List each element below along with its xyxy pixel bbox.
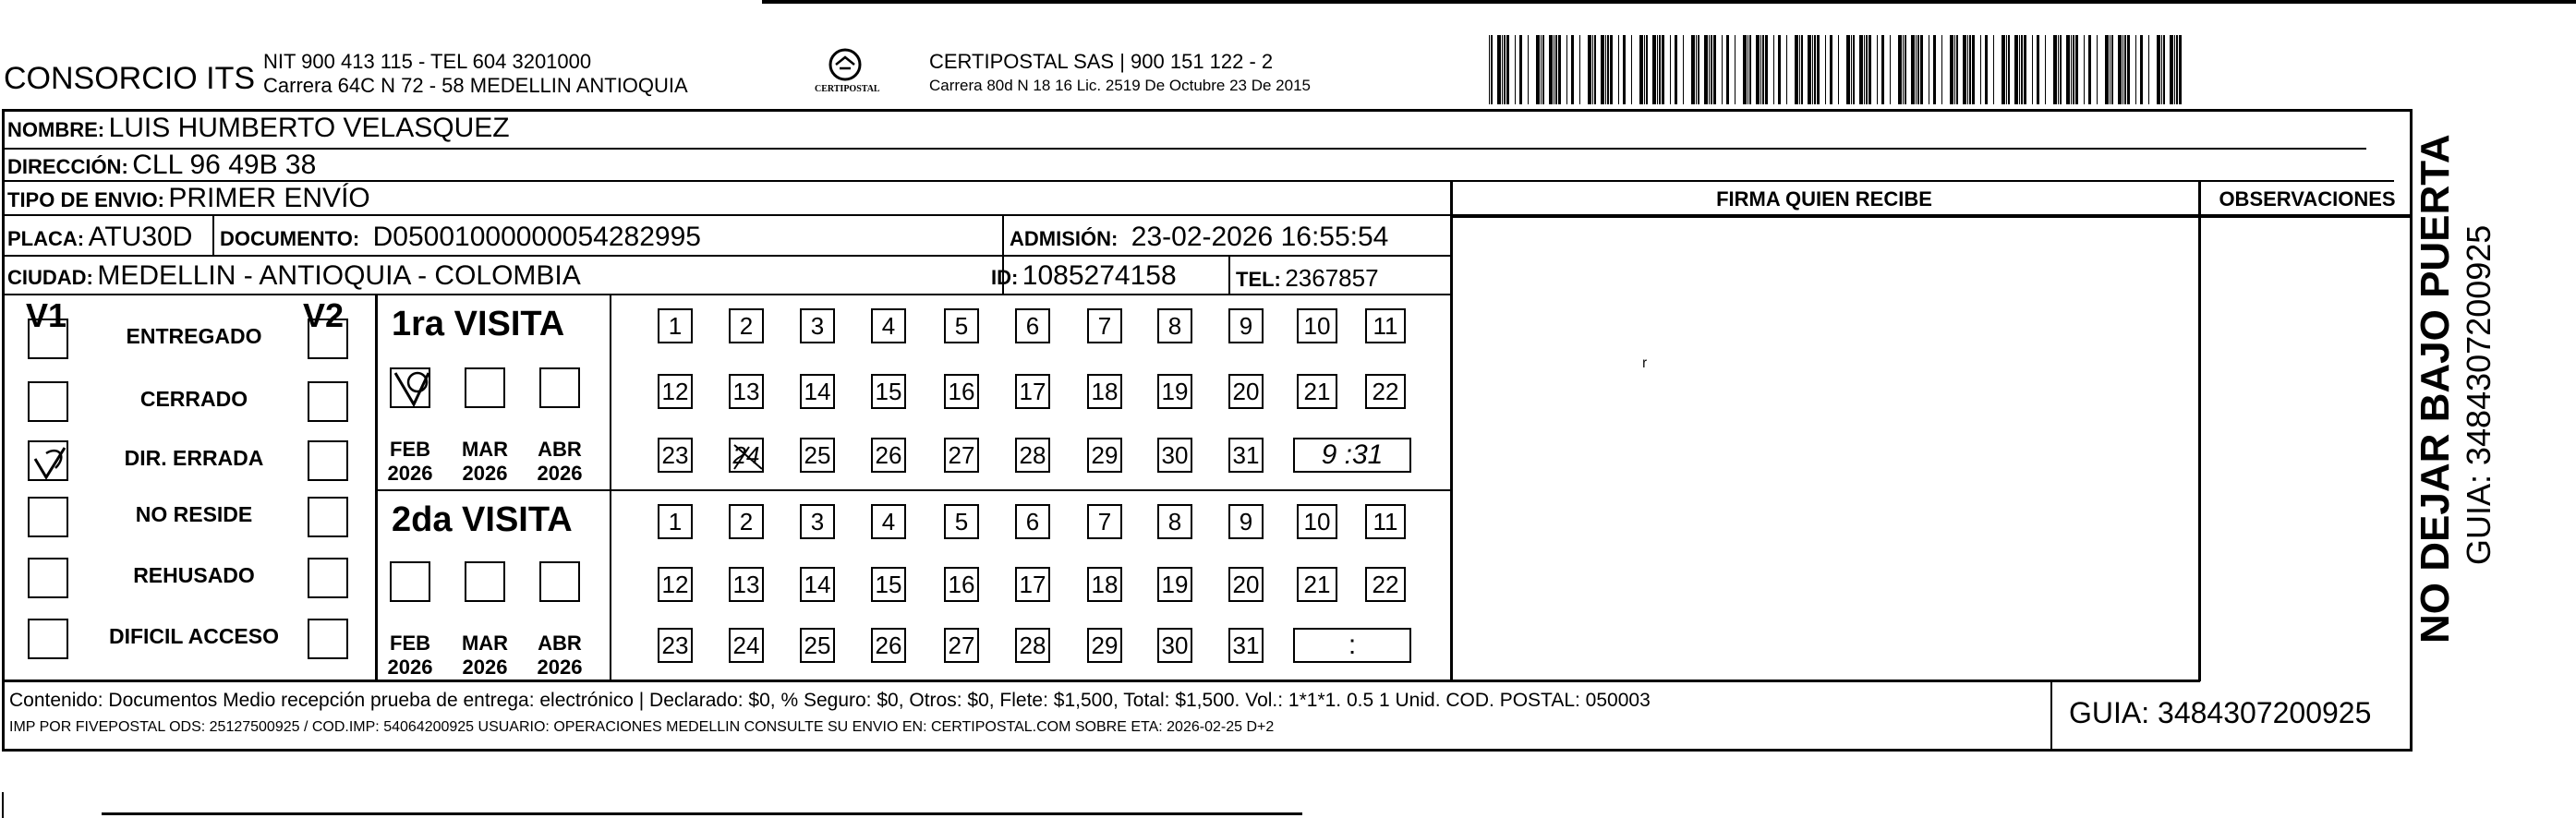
- barcode-bar: [1743, 35, 1747, 104]
- divider: [375, 294, 378, 681]
- barcode-bar: [1911, 35, 1915, 104]
- side-warning: NO DEJAR BAJO PUERTA: [2413, 134, 2458, 644]
- year-label: 2026: [537, 656, 583, 679]
- barcode-bar: [1502, 35, 1503, 104]
- time-box[interactable]: 9 :31: [1293, 438, 1411, 473]
- divider: [610, 294, 611, 681]
- barcode-bar: [2014, 35, 2018, 104]
- day-box[interactable]: 2: [729, 308, 764, 343]
- barcode-bar: [1491, 35, 1493, 104]
- day-box[interactable]: 3: [800, 504, 835, 539]
- barcode-bar: [2170, 35, 2173, 104]
- barcode-bar: [1749, 35, 1751, 104]
- barcode-bar: [1558, 35, 1561, 104]
- day-box[interactable]: 14: [800, 374, 835, 409]
- barcode-bar: [2066, 35, 2070, 104]
- barcode-bar: [2019, 35, 2020, 104]
- day-box[interactable]: 17: [1015, 374, 1050, 409]
- barcode-bar: [2157, 35, 2160, 104]
- tel-label: TEL:: [1236, 268, 1281, 291]
- barcode-bar: [2140, 35, 2143, 104]
- barcode-bar: [1950, 35, 1953, 104]
- barcode-bar: [1954, 35, 1955, 104]
- barcode-bar: [2176, 35, 2178, 104]
- day-box[interactable]: 18: [1087, 374, 1122, 409]
- month-label: MAR: [461, 438, 509, 461]
- barcode-bar: [1644, 35, 1645, 104]
- barcode-bar: [2021, 35, 2023, 104]
- month-label: ABR: [538, 632, 582, 655]
- v2-checkbox[interactable]: [308, 440, 348, 481]
- day-box[interactable]: 24: [729, 438, 764, 473]
- day-box[interactable]: 10: [1297, 504, 1337, 539]
- v1-checkbox[interactable]: [28, 497, 68, 537]
- barcode-bar: [1795, 35, 1798, 104]
- barcode-bar: [2161, 35, 2162, 104]
- day-box[interactable]: 27: [944, 438, 979, 473]
- id-label: ID:: [991, 266, 1019, 289]
- day-box[interactable]: 9: [1228, 308, 1264, 343]
- barcode-bar: [1967, 35, 1968, 104]
- barcode-bar: [1711, 35, 1712, 104]
- day-box[interactable]: 29: [1087, 628, 1122, 663]
- month-checkbox[interactable]: [390, 367, 430, 408]
- side-guia: GUIA: 3484307200925: [2460, 224, 2497, 565]
- month-label: FEB: [390, 438, 430, 461]
- tipo-label: TIPO DE ENVIO:: [7, 188, 164, 211]
- v1-checkbox[interactable]: [28, 558, 68, 598]
- barcode-bar: [1808, 35, 1811, 104]
- footer-line-2: IMP POR FIVEPOSTAL ODS: 25127500925 / COD.IMP: 54064200925 USUARIO: OPERACIONES MEDELLIN CONSULTE SU ENVIO EN: CERTIPOSTAL.COM SOBRE ETA: 2026-02-25 D+2: [9, 719, 1275, 735]
- day-box[interactable]: 26: [871, 438, 906, 473]
- documento-field: [220, 223, 701, 251]
- nombre-row: [7, 114, 510, 142]
- barcode-bar: [1594, 35, 1596, 104]
- second-visit-title: 2da VISITA: [392, 500, 573, 539]
- barcode-bar: [2008, 35, 2010, 104]
- logo-text: CERTIPOSTAL: [815, 84, 880, 94]
- barcode-bar: [1489, 35, 1490, 104]
- barcode-bar: [2024, 35, 2026, 104]
- barcode-bar: [2179, 35, 2182, 104]
- v1-header: V1: [26, 296, 67, 334]
- day-box[interactable]: 3: [800, 308, 835, 343]
- barcode-bar: [1786, 35, 1787, 104]
- admision-label: ADMISIÓN:: [1010, 227, 1119, 250]
- divider: [2, 180, 2394, 182]
- v1-checkbox[interactable]: [28, 319, 68, 359]
- barcode-bar: [1670, 35, 1671, 104]
- barcode-bar: [1993, 35, 1994, 104]
- barcode-bar: [1920, 35, 1923, 104]
- day-box[interactable]: 8: [1157, 504, 1192, 539]
- day-box[interactable]: 14: [800, 567, 835, 602]
- barcode-bar: [2163, 35, 2165, 104]
- month-label: MAR: [461, 632, 509, 655]
- barcode-bar: [1825, 35, 1826, 104]
- barcode-bar: [1623, 35, 1626, 104]
- divider: [2, 294, 1452, 295]
- day-box[interactable]: 23: [658, 628, 693, 663]
- barcode-bar: [1683, 35, 1684, 104]
- barcode-bar: [1756, 35, 1760, 104]
- tel-value: 2367857: [1285, 264, 1379, 292]
- month-checkbox[interactable]: [539, 561, 580, 602]
- month-label: FEB: [390, 632, 430, 655]
- barcode-bar: [1588, 35, 1591, 104]
- day-box[interactable]: 4: [871, 308, 906, 343]
- barcode-bar: [2105, 35, 2109, 104]
- day-box[interactable]: 18: [1087, 567, 1122, 602]
- day-box[interactable]: 28: [1015, 628, 1050, 663]
- day-box[interactable]: 19: [1157, 567, 1192, 602]
- status-option-label: DIFICIL ACCESO: [108, 624, 279, 648]
- barcode-bar: [2045, 35, 2046, 104]
- carrier-line-2: Carrera 80d N 18 16 Lic. 2519 De Octubre 23 De 2015: [929, 77, 1311, 94]
- id-field: [991, 262, 1177, 290]
- ciudad-value: MEDELLIN - ANTIOQUIA - COLOMBIA: [97, 260, 581, 291]
- day-box[interactable]: 25: [800, 438, 835, 473]
- barcode-bar: [1528, 35, 1529, 104]
- divider: [2, 148, 2366, 150]
- tel-field: [1236, 266, 1379, 290]
- day-box[interactable]: 31: [1228, 438, 1264, 473]
- barcode-bar: [1601, 35, 1604, 104]
- barcode-bar: [1652, 35, 1656, 104]
- carrier-line-1: CERTIPOSTAL SAS | 900 151 122 - 2: [929, 50, 1274, 73]
- status-option-label: REHUSADO: [133, 563, 255, 587]
- day-box[interactable]: 21: [1297, 374, 1337, 409]
- barcode-bar: [1846, 35, 1850, 104]
- barcode-bar: [1542, 35, 1544, 104]
- barcode-bar: [1801, 35, 1803, 104]
- barcode-bar: [2127, 35, 2130, 104]
- day-box[interactable]: 25: [800, 628, 835, 663]
- barcode-bar: [1605, 35, 1606, 104]
- barcode-bar: [1869, 35, 1871, 104]
- scan-mark: [2, 792, 4, 818]
- v2-checkbox[interactable]: [308, 619, 348, 659]
- year-label: 2026: [537, 462, 583, 485]
- barcode-bar: [1566, 35, 1567, 104]
- barcode-bar: [1607, 35, 1609, 104]
- day-box[interactable]: 2: [729, 504, 764, 539]
- barcode-bar: [1890, 35, 1891, 104]
- admision-field: [1010, 223, 1388, 251]
- barcode-bar: [2097, 35, 2098, 104]
- v2-checkbox[interactable]: [308, 497, 348, 537]
- barcode-bar: [2174, 35, 2175, 104]
- footer-guia: GUIA: 3484307200925: [2069, 696, 2372, 729]
- certipostal-logo: [813, 44, 880, 102]
- divider: [1450, 216, 2413, 218]
- barcode-bar: [1985, 35, 1988, 104]
- barcode-bar: [1969, 35, 1971, 104]
- barcode-bar: [1722, 35, 1723, 104]
- check-mark-icon: [731, 439, 766, 475]
- barcode-bar: [1536, 35, 1540, 104]
- barcode-bar: [1773, 35, 1774, 104]
- barcode-bar: [1713, 35, 1716, 104]
- day-box[interactable]: 15: [871, 374, 906, 409]
- status-option-label: DIR. ERRADA: [124, 446, 264, 470]
- day-box[interactable]: 11: [1365, 308, 1406, 343]
- barcode-bar: [2135, 35, 2136, 104]
- v1-checkbox[interactable]: [28, 381, 68, 422]
- time-box[interactable]: :: [1293, 628, 1411, 663]
- day-box[interactable]: 23: [658, 438, 693, 473]
- barcode-bar: [1497, 35, 1501, 104]
- day-box[interactable]: 13: [729, 567, 764, 602]
- barcode-bar: [1765, 35, 1768, 104]
- barcode-bar: [2073, 35, 2074, 104]
- barcode-bar: [1933, 35, 1936, 104]
- status-option-label: NO RESIDE: [135, 502, 253, 526]
- barcode-bar: [1657, 35, 1658, 104]
- barcode-bar: [1817, 35, 1820, 104]
- day-box[interactable]: 13: [729, 374, 764, 409]
- year-label: 2026: [462, 656, 508, 679]
- v2-checkbox[interactable]: [308, 381, 348, 422]
- barcode-bar: [1760, 35, 1761, 104]
- barcode-bar: [1972, 35, 1975, 104]
- day-box[interactable]: 7: [1087, 504, 1122, 539]
- barcode-bar: [1592, 35, 1593, 104]
- day-box[interactable]: 20: [1228, 567, 1264, 602]
- day-box[interactable]: 22: [1365, 567, 1406, 602]
- barcode-bar: [1866, 35, 1868, 104]
- signature-mark: ʳ: [1642, 354, 1648, 377]
- v1-checkbox[interactable]: [28, 440, 68, 481]
- barcode-bar: [1506, 35, 1509, 104]
- month-checkbox[interactable]: [539, 367, 580, 408]
- day-box[interactable]: 12: [658, 374, 693, 409]
- v2-checkbox[interactable]: [308, 558, 348, 598]
- day-box[interactable]: 27: [944, 628, 979, 663]
- status-option-label: ENTREGADO: [126, 324, 262, 348]
- divider: [2050, 680, 2052, 750]
- barcode-bar: [1830, 35, 1832, 104]
- barcode-bar: [1549, 35, 1553, 104]
- barcode-bar: [1853, 35, 1855, 104]
- v2-header: V2: [303, 296, 345, 334]
- month-label: ABR: [538, 438, 582, 461]
- day-box[interactable]: 4: [871, 504, 906, 539]
- documento-value: D05001000000054282995: [372, 222, 701, 252]
- barcode-bar: [2084, 35, 2085, 104]
- day-box[interactable]: 9: [1228, 504, 1264, 539]
- admision-value: 23-02-2026 16:55:54: [1131, 222, 1389, 252]
- v2-checkbox[interactable]: [308, 319, 348, 359]
- barcode-bar: [1812, 35, 1813, 104]
- day-box[interactable]: 7: [1087, 308, 1122, 343]
- placa-field: [7, 223, 192, 251]
- barcode-bar: [1851, 35, 1852, 104]
- barcode-bar: [2053, 35, 2057, 104]
- first-visit-title: 1ra VISITA: [392, 305, 565, 343]
- day-box[interactable]: 15: [871, 567, 906, 602]
- ciudad-field: [7, 262, 581, 290]
- barcode-bar: [1881, 35, 1884, 104]
- barcode-bar: [2111, 35, 2113, 104]
- barcode-bar: [1903, 35, 1904, 104]
- company-line-1: NIT 900 413 115 - TEL 604 3201000: [263, 50, 592, 73]
- day-box[interactable]: 6: [1015, 308, 1050, 343]
- day-box[interactable]: 20: [1228, 374, 1264, 409]
- barcode-bar: [1916, 35, 1917, 104]
- status-option-label: CERRADO: [139, 387, 248, 411]
- barcode-bar: [1519, 35, 1522, 104]
- barcode-bar: [2124, 35, 2126, 104]
- barcode-bar: [2071, 35, 2072, 104]
- tipo-row: [7, 185, 370, 212]
- day-box[interactable]: 29: [1087, 438, 1122, 473]
- divider: [1228, 257, 1230, 295]
- divider: [375, 489, 1452, 491]
- scan-edge-top: [762, 0, 2576, 4]
- placa-value: ATU30D: [88, 222, 193, 252]
- barcode-bar: [1980, 35, 1981, 104]
- barcode-bar: [1704, 35, 1708, 104]
- barcode-bar: [1709, 35, 1710, 104]
- direccion-row: [7, 151, 316, 179]
- day-box[interactable]: 30: [1157, 628, 1192, 663]
- v1-checkbox[interactable]: [28, 619, 68, 659]
- day-box[interactable]: 8: [1157, 308, 1192, 343]
- barcode-bar: [1726, 35, 1729, 104]
- barcode-bar: [1675, 35, 1677, 104]
- day-box[interactable]: 5: [944, 504, 979, 539]
- divider: [2, 680, 2200, 682]
- barcode-bar: [1941, 35, 1942, 104]
- barcode-bar: [1571, 35, 1574, 104]
- divider: [212, 216, 214, 257]
- day-box[interactable]: 22: [1365, 374, 1406, 409]
- barcode-bar: [2032, 35, 2033, 104]
- barcode-bar: [1838, 35, 1839, 104]
- barcode-bar: [1963, 35, 1966, 104]
- barcode-bar: [2060, 35, 2062, 104]
- barcode-bar: [1515, 35, 1516, 104]
- check-mark-icon: [30, 442, 70, 483]
- footer-line-1: Contenido: Documentos Medio recepción prueba de entrega: electrónico | Declarado: $0, % Seguro: $0, Otros: $0, Flete: $1,500, Total: $1,500. Vol.: 1*1*1. 0.5 1 Unid. COD. POSTAL: 050003: [9, 690, 1651, 711]
- tipo-value: PRIMER ENVÍO: [168, 183, 370, 213]
- barcode-bar: [1639, 35, 1643, 104]
- month-checkbox[interactable]: [390, 561, 430, 602]
- barcode-bar: [1905, 35, 1906, 104]
- day-box[interactable]: 24: [729, 628, 764, 663]
- day-box[interactable]: 5: [944, 308, 979, 343]
- year-label: 2026: [462, 462, 508, 485]
- day-box[interactable]: 12: [658, 567, 693, 602]
- day-box[interactable]: 1: [658, 308, 693, 343]
- barcode-bar: [1917, 35, 1919, 104]
- company-line-2: Carrera 64C N 72 - 58 MEDELLIN ANTIOQUIA: [263, 74, 688, 97]
- id-value: 1085274158: [1022, 260, 1177, 291]
- barcode-bar: [1956, 35, 1958, 104]
- barcode-bar: [1696, 35, 1697, 104]
- barcode-bar: [1610, 35, 1613, 104]
- company-name: CONSORCIO ITS: [4, 61, 256, 96]
- barcode-bar: [2122, 35, 2123, 104]
- barcode-bar: [1898, 35, 1902, 104]
- barcode: [1489, 35, 2180, 104]
- barcode-bar: [2118, 35, 2122, 104]
- day-box[interactable]: 17: [1015, 567, 1050, 602]
- barcode-bar: [2148, 35, 2149, 104]
- barcode-bar: [1541, 35, 1542, 104]
- day-box[interactable]: 19: [1157, 374, 1192, 409]
- divider: [2, 255, 1452, 257]
- observaciones-header: OBSERVACIONES: [2219, 187, 2396, 211]
- month-checkbox[interactable]: [465, 561, 505, 602]
- barcode-bar: [1859, 35, 1863, 104]
- barcode-bar: [2006, 35, 2007, 104]
- next-label-edge: [102, 812, 1302, 815]
- barcode-bar: [1579, 35, 1580, 104]
- barcode-bar: [2037, 35, 2039, 104]
- barcode-bar: [1659, 35, 1661, 104]
- day-box[interactable]: 6: [1015, 504, 1050, 539]
- nombre-label: NOMBRE:: [7, 118, 105, 141]
- day-box[interactable]: 10: [1297, 308, 1337, 343]
- barcode-bar: [1762, 35, 1764, 104]
- placa-label: PLACA:: [7, 227, 85, 250]
- check-mark-icon: [392, 369, 432, 410]
- nombre-value: LUIS HUMBERTO VELASQUEZ: [108, 113, 510, 143]
- day-box[interactable]: 11: [1365, 504, 1406, 539]
- direccion-label: DIRECCIÓN:: [7, 155, 128, 178]
- day-box[interactable]: 31: [1228, 628, 1264, 663]
- barcode-bar: [1691, 35, 1695, 104]
- day-box[interactable]: 1: [658, 504, 693, 539]
- barcode-bar: [1877, 35, 1878, 104]
- barcode-bar: [2075, 35, 2078, 104]
- barcode-bar: [1778, 35, 1781, 104]
- day-box[interactable]: 16: [944, 374, 979, 409]
- barcode-bar: [1814, 35, 1816, 104]
- barcode-bar: [1662, 35, 1664, 104]
- barcode-bar: [1646, 35, 1648, 104]
- ciudad-label: CIUDAD:: [7, 266, 93, 289]
- barcode-bar: [1631, 35, 1632, 104]
- documento-label: DOCUMENTO:: [220, 227, 360, 250]
- firma-header: FIRMA QUIEN RECIBE: [1716, 187, 1932, 211]
- day-box[interactable]: 16: [944, 567, 979, 602]
- day-box[interactable]: 26: [871, 628, 906, 663]
- year-label: 2026: [387, 656, 433, 679]
- day-box[interactable]: 28: [1015, 438, 1050, 473]
- barcode-bar: [2088, 35, 2091, 104]
- barcode-bar: [1698, 35, 1699, 104]
- barcode-bar: [1504, 35, 1506, 104]
- direccion-value: CLL 96 49B 38: [132, 150, 317, 180]
- barcode-bar: [2058, 35, 2059, 104]
- barcode-bar: [1864, 35, 1865, 104]
- day-box[interactable]: 30: [1157, 438, 1192, 473]
- barcode-bar: [1555, 35, 1557, 104]
- barcode-bar: [1618, 35, 1619, 104]
- barcode-bar: [1799, 35, 1800, 104]
- barcode-bar: [2002, 35, 2005, 104]
- year-label: 2026: [387, 462, 433, 485]
- divider: [2198, 181, 2201, 681]
- month-checkbox[interactable]: [465, 367, 505, 408]
- day-box[interactable]: 21: [1297, 567, 1337, 602]
